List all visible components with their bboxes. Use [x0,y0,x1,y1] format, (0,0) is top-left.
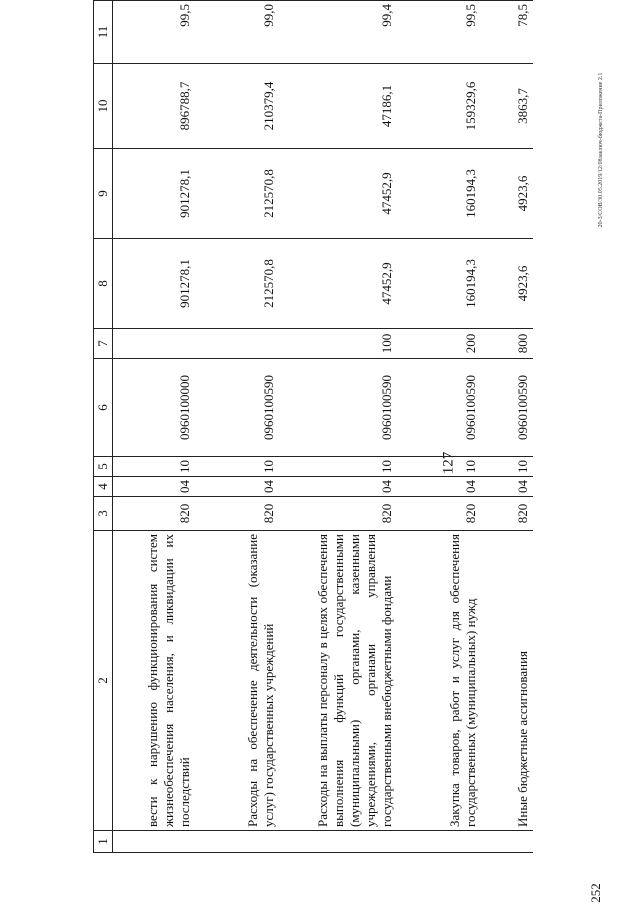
planned-cell: 212570,8 [195,239,279,329]
planned-cell: 47452,9 [279,239,397,329]
target-article-cell: 0960100590 [195,359,279,457]
section-cell: 04 [397,477,481,497]
table-row [397,1,481,853]
header-cell: 9 [94,149,113,239]
target-article-cell: 0960100590 [481,359,533,457]
header-row [94,1,113,853]
adjusted-cell: 4923,6 [481,149,533,239]
grbs-cell: 820 [113,497,196,531]
header-cell: 7 [94,329,113,359]
header-cell: 6 [94,359,113,457]
grbs-cell: 820 [279,497,397,531]
table-row [279,1,397,853]
executed-cell: 159329,6 [397,64,481,149]
section-cell: 04 [195,477,279,497]
percent-cell: 78,5 [481,1,533,64]
percent-cell: 99,4 [279,1,397,64]
section-cell: 04 [279,477,397,497]
section-cell: 04 [481,477,533,497]
budget-table [93,0,533,853]
expense-name-cell: Иные бюджетные ассигнования [481,531,533,831]
target-article-cell: 0960100590 [397,359,481,457]
expense-type-cell: 100 [279,329,397,359]
grbs-cell: 820 [481,497,533,531]
expense-type-cell: 200 [397,329,481,359]
adjusted-cell: 212570,8 [195,149,279,239]
header-cell: 4 [94,477,113,497]
adjusted-cell: 901278,1 [113,149,196,239]
row-number-cell [279,831,397,853]
subsection-cell: 10 [195,457,279,477]
row-number-cell [113,831,196,853]
header-cell: 1 [94,831,113,853]
page-number-text: 127 [440,451,457,475]
table-row [481,1,533,853]
percent-cell: 99,5 [113,1,196,64]
expense-name-cell: Расходы на выплаты персоналу в целях обеспечения выполнения функций государственными (муниципальными) органами, казенными учреждениями, органами управления государственными внебюджетными фондами [279,531,397,831]
expense-name-cell: вести к нарушению функционирования систем жизнеобеспечения населения, и ликвидации их последствий [113,531,196,831]
expense-name-cell: Расходы на обеспечение деятельности (оказание услуг) государственных учреждений [195,531,279,831]
subsection-cell: 10 [397,457,481,477]
row-number-cell [481,831,533,853]
percent-cell: 99,0 [195,1,279,64]
executed-cell: 47186,1 [279,64,397,149]
subsection-cell: 10 [279,457,397,477]
sheet-number-text: 252 [588,883,603,903]
planned-cell: 4923,6 [481,239,533,329]
percent-cell: 99,5 [397,1,481,64]
subsection-cell: 10 [113,457,196,477]
executed-cell: 210379,4 [195,64,279,149]
target-article-cell: 0960100590 [279,359,397,457]
table-row [195,1,279,853]
executed-cell: 896788,7 [113,64,196,149]
expense-type-cell [113,329,196,359]
header-cell: 11 [94,1,113,64]
target-article-cell: 0960100000 [113,359,196,457]
planned-cell: 901278,1 [113,239,196,329]
adjusted-cell: 160194,3 [397,149,481,239]
header-cell: 2 [94,531,113,831]
grbs-cell: 820 [195,497,279,531]
expense-type-cell: 800 [481,329,533,359]
header-cell: 8 [94,239,113,329]
footer-code-text: 20-3/СОВ/30.05.2019/12/08заключ-бюджета-Приложение 2.1 [598,72,604,228]
subsection-cell: 10 [481,457,533,477]
table-row [113,1,196,853]
adjusted-cell: 47452,9 [279,149,397,239]
section-cell: 04 [113,477,196,497]
row-number-cell [397,831,481,853]
header-cell: 10 [94,64,113,149]
grbs-cell: 820 [397,497,481,531]
expense-type-cell [195,329,279,359]
expense-name-cell: Закупка товаров, работ и услуг для обеспечения государственных (муниципальных) нужд [397,531,481,831]
header-cell: 5 [94,457,113,477]
row-number-cell [195,831,279,853]
planned-cell: 160194,3 [397,239,481,329]
executed-cell: 3863,7 [481,64,533,149]
budget-table-rotated [93,4,563,853]
header-cell: 3 [94,497,113,531]
